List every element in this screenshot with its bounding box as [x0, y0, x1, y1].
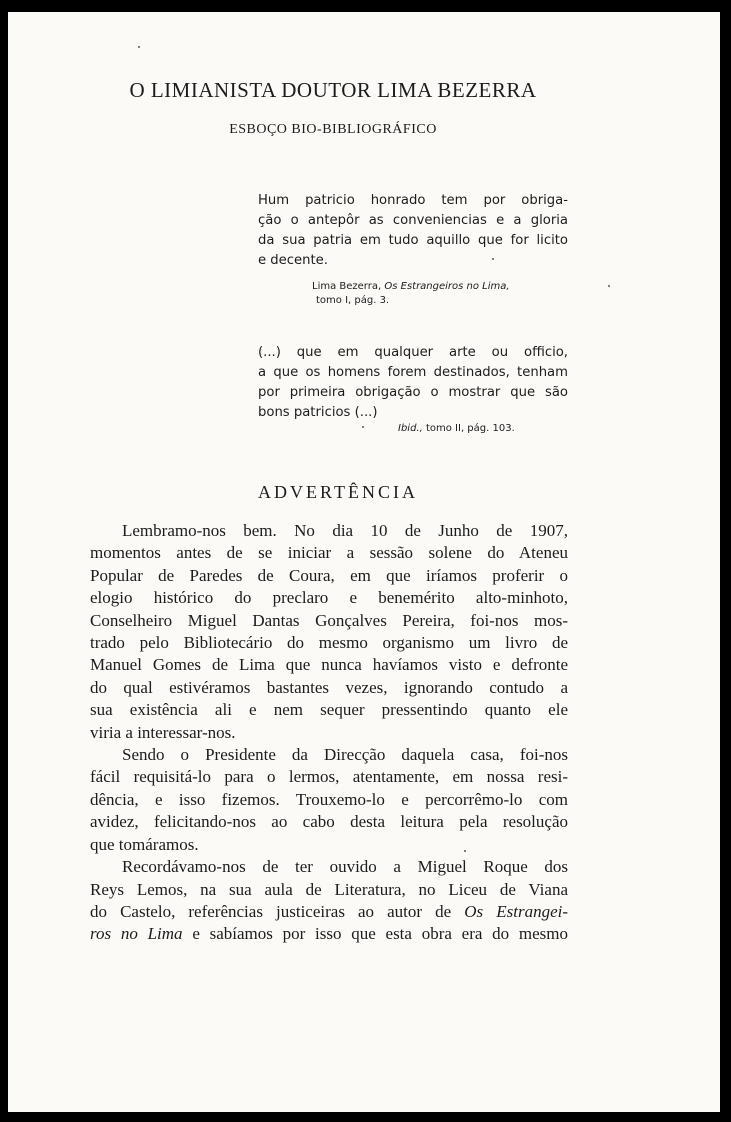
epigraph-2 [258, 343, 568, 423]
print-speck [138, 46, 140, 48]
text-line: Popular de Paredes de Coura, em que iríamos proferir o [90, 565, 568, 585]
print-speck [362, 426, 364, 428]
paragraph [90, 856, 568, 946]
text-line: momentos antes de se iniciar a sessão solene do Ateneu [90, 543, 568, 563]
text-line [58, 923, 568, 945]
citation-author: Lima Bezerra, [312, 281, 382, 292]
page-title: O LIMIANISTA DOUTOR LIMA BEZERRA [129, 78, 537, 102]
body-text [90, 520, 568, 946]
document-page [8, 12, 720, 1112]
text-line: fácil requisitá-lo para o lermos, atentamente, em nossa resi- [90, 767, 568, 787]
print-speck [608, 285, 610, 287]
print-speck [492, 258, 494, 260]
text-line: Conselheiro Miguel Dantas Gonçalves Pereira, foi-nos mos- [90, 610, 568, 630]
section-heading: ADVERTÊNCIA [258, 482, 418, 502]
text-line: Lembramo-nos bem. No dia 10 de Junho de 1907, [122, 521, 568, 540]
paragraph [90, 744, 568, 856]
italic-title: ros no Lima [90, 924, 183, 944]
citation-detail: tomo I, pág. 3. [316, 295, 390, 306]
text-line: avidez, felicitando-nos ao cabo desta leitura pela resolução [90, 812, 568, 832]
epigraph-line: por primeira obrigação o mostrar que são [258, 385, 568, 400]
text-line: Sendo o Presidente da Direcção daquela casa, foi-nos [122, 745, 568, 765]
text-line: Reys Lemos, na sua aula de Literatura, no Liceu de Viana [90, 879, 568, 899]
epigraph-line: (...) que em qualquer arte ou officio, [258, 345, 568, 360]
text-line: viria a interessar-nos. [90, 722, 236, 742]
epigraph-line: bons patricios (...) [258, 405, 378, 420]
paragraph [90, 520, 568, 744]
text-line: elogio histórico do preclaro e benemérito alto-minhoto, [90, 588, 568, 608]
citation-detail: tomo II, pág. 103. [425, 423, 515, 434]
text-line: dência, e isso fizemos. Trouxemo-lo e percorrêmo-lo com [90, 789, 568, 809]
epigraph-1 [258, 191, 568, 271]
citation-work: Os Estrangeiros no Lima, [384, 281, 510, 292]
epigraph-2-citation [398, 422, 598, 436]
epigraph-line: Hum patricio honrado tem por obriga- [258, 193, 568, 208]
text-line [58, 901, 568, 923]
text-segment: do Castelo, referências justiceiras ao autor de [90, 901, 452, 921]
epigraph-1-citation [312, 280, 572, 308]
epigraph-line: ção o antepôr as conveniencias e a gloria [258, 213, 568, 228]
text-segment: e sabíamos por isso que esta obra era do mesmo [192, 924, 568, 944]
print-speck [464, 850, 466, 852]
epigraph-line: da sua patria em tudo aquillo que for licito [258, 233, 568, 248]
text-line: sua existência ali e nem sequer pressentindo quanto ele [90, 700, 568, 720]
text-line: que tomáramos. [90, 834, 199, 854]
citation-work: Ibid., [398, 423, 423, 434]
text-line: trado pelo Bibliotecário do mesmo organismo um livro de [90, 633, 568, 653]
page-subtitle: ESBOÇO BIO-BIBLIOGRÁFICO [229, 122, 437, 137]
text-line: do qual estivéramos bastantes vezes, ignorando contudo a [90, 677, 568, 697]
epigraph-line: a que os homens forem destinados, tenham [258, 365, 568, 380]
text-line: Manuel Gomes de Lima que nunca havíamos visto e defronte [90, 655, 568, 675]
text-line: Recordávamo-nos de ter ouvido a Miguel Roque dos [122, 857, 568, 877]
italic-title: Os Estrangei- [464, 901, 569, 921]
epigraph-line: e decente. [258, 253, 328, 268]
